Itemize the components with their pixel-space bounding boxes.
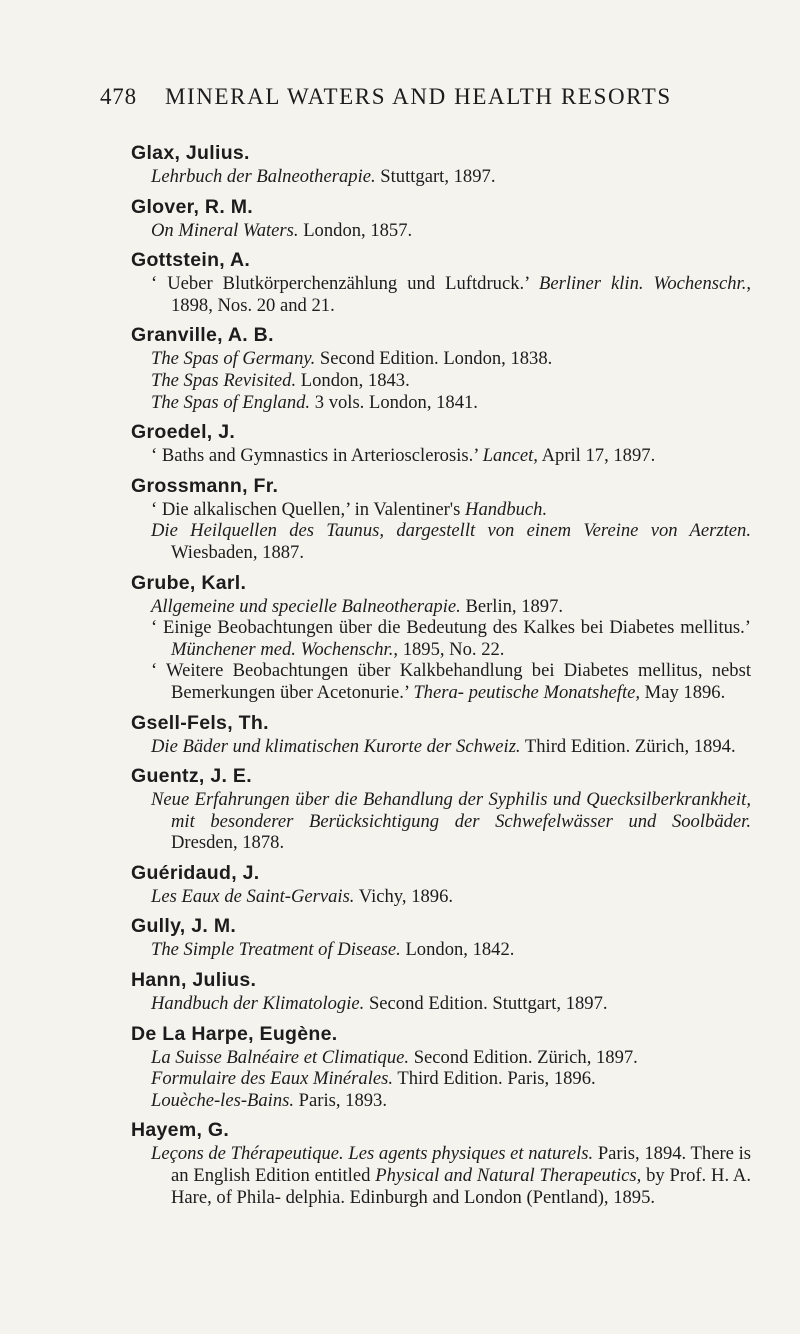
reference-details: Second Edition. Stuttgart, 1897. (364, 993, 608, 1015)
reference-title: Handbuch der Klimatologie. (151, 993, 365, 1015)
reference-title: Leçons de Thérapeutique. Les agents physiques et naturels. (151, 1143, 594, 1165)
author-name: Grossmann, Fr. (131, 474, 279, 497)
reference (131, 499, 751, 521)
author-name: Gully, J. M. (131, 915, 237, 938)
reference (131, 348, 751, 370)
reference-article: ‘ Die alkalischen Quellen,’ in Valentiner's (151, 498, 466, 520)
bibliography-entry (131, 571, 751, 704)
reference-details: Berlin, 1897. (460, 595, 564, 617)
reference-title: Die Bäder und klimatischen Kurorte der Schweiz. (151, 735, 521, 757)
reference (131, 660, 751, 703)
reference-details: 3 vols. London, 1841. (310, 391, 478, 413)
reference-details: Paris, 1893. (294, 1089, 387, 1111)
author-name: Gottstein, A. (131, 249, 251, 272)
reference (131, 789, 751, 854)
reference (131, 617, 751, 660)
bibliography-entry (131, 141, 751, 188)
reference (131, 939, 751, 961)
reference-details: Wiesbaden, 1887. (171, 541, 304, 563)
reference (131, 1068, 751, 1090)
reference-details: Second Edition. London, 1838. (315, 348, 553, 370)
bibliography-entry (131, 474, 751, 564)
page-header (0, 84, 800, 124)
reference-title: La Suisse Balnéaire et Climatique. (151, 1046, 410, 1068)
author-name: Hayem, G. (131, 1119, 230, 1142)
reference-details: Dresden, 1878. (171, 832, 285, 854)
reference (131, 736, 751, 758)
reference-article: ‘ Einige Beobachtungen über die Bedeutung des Kalkes bei Diabetes mellitus.’ (151, 617, 751, 639)
reference (131, 273, 751, 316)
author-name: Guéridaud, J. (131, 861, 260, 884)
reference (131, 993, 751, 1015)
running-title: MINERAL WATERS AND HEALTH RESORTS (165, 84, 672, 109)
reference-details: Third Edition. Paris, 1896. (393, 1068, 596, 1090)
reference-details: Stuttgart, 1897. (375, 166, 496, 187)
reference-journal: Thera- peutische Monatshefte, (413, 681, 641, 703)
reference-details: London, 1857. (298, 219, 413, 241)
reference-title: Die Heilquellen des Taunus, dargestellt von einem Vereine von Aerzten. (151, 520, 751, 542)
reference (131, 1047, 751, 1069)
reference-title: The Spas of Germany. (151, 348, 316, 370)
bibliography-entry (131, 1118, 751, 1208)
reference-title: Les Eaux de Saint-Gervais. (151, 885, 355, 907)
reference-details: Vichy, 1896. (354, 885, 454, 907)
bibliography-entry (131, 1022, 751, 1112)
reference-title: Louèche-les-Bains. (151, 1089, 295, 1111)
reference (131, 1143, 751, 1208)
reference (131, 445, 751, 467)
reference-title: The Spas Revisited. (151, 369, 297, 391)
reference-article: ‘ Baths and Gymnastics in Arteriosclerosis.’ (151, 445, 483, 467)
reference-title: Allgemeine und specielle Balneotherapie. (151, 595, 461, 617)
bibliography-entry (131, 420, 751, 467)
reference-title: Formulaire des Eaux Minérales. (151, 1068, 394, 1090)
reference-article: ‘ Weitere Beobachtungen über Kalkbehandlung bei Diabetes mellitus, nebst Bemerkungen über Acetonurie.’ (151, 660, 751, 703)
bibliography-entry (131, 323, 751, 413)
reference (131, 370, 751, 392)
bibliography-entry (131, 861, 751, 908)
reference-journal: Münchener med. Wochenschr. (171, 638, 394, 660)
reference-journal: Handbuch. (465, 498, 548, 520)
reference-details: London, 1843. (296, 369, 410, 391)
reference-details: April 17, 1897. (537, 445, 656, 467)
reference (131, 596, 751, 618)
author-name: Gsell-Fels, Th. (131, 711, 269, 734)
author-name: Grube, Karl. (131, 571, 247, 594)
reference-article: ‘ Ueber Blutkörperchenzählung und Luftdruck.’ (151, 273, 539, 295)
bibliography-list (131, 141, 751, 1215)
reference-journal: Lancet, (482, 445, 538, 467)
reference-details: London, 1842. (400, 939, 515, 961)
author-name: De La Harpe, Eugène. (131, 1022, 338, 1045)
reference (131, 220, 751, 242)
author-name: Glax, Julius. (131, 142, 250, 164)
bibliography-entry (131, 968, 751, 1015)
author-name: Glover, R. M. (131, 195, 254, 218)
reference (131, 166, 751, 188)
bibliography-entry (131, 248, 751, 316)
author-name: Guentz, J. E. (131, 765, 252, 788)
reference-details: Third Edition. Zürich, 1894. (520, 735, 736, 757)
reference (131, 520, 751, 563)
reference (131, 392, 751, 414)
author-name: Groedel, J. (131, 421, 236, 444)
reference-details: , 1895, No. 22. (393, 638, 505, 660)
reference-title: Lehrbuch der Balneotherapie. (151, 166, 376, 187)
page-number: 478 (100, 84, 137, 109)
reference-title: The Spas of England. (151, 391, 311, 413)
reference-title: The Simple Treatment of Disease. (151, 939, 401, 961)
author-name: Granville, A. B. (131, 324, 274, 347)
bibliography-entry (131, 711, 751, 758)
reference-details: Second Edition. Zürich, 1897. (409, 1046, 638, 1068)
bibliography-entry (131, 914, 751, 961)
reference-details: by Prof. H. A. Hare, of Phila- delphia. Edinburgh and London (Pentland), 1895. (171, 1165, 751, 1208)
reference-details: , 1898, Nos. 20 and 21. (171, 273, 752, 316)
author-name: Hann, Julius. (131, 969, 257, 992)
reference-journal: Berliner klin. Wochenschr. (539, 273, 747, 295)
reference-translation-title: Physical and Natural Therapeutics, (375, 1165, 642, 1187)
reference-title: On Mineral Waters. (151, 219, 299, 241)
bibliography-entry (131, 764, 751, 854)
reference-details: Paris, 1894. There is an English Edition entitled (171, 1143, 751, 1187)
reference-details: May 1896. (640, 681, 726, 703)
bibliography-entry (131, 195, 751, 242)
reference (131, 1090, 751, 1112)
reference (131, 886, 751, 908)
reference-title: Neue Erfahrungen über die Behandlung der Syphilis und Quecksilberkrankheit, mit besonderer Berücksichtigung der Schwefelwässer und Soolbäder. (151, 789, 751, 832)
